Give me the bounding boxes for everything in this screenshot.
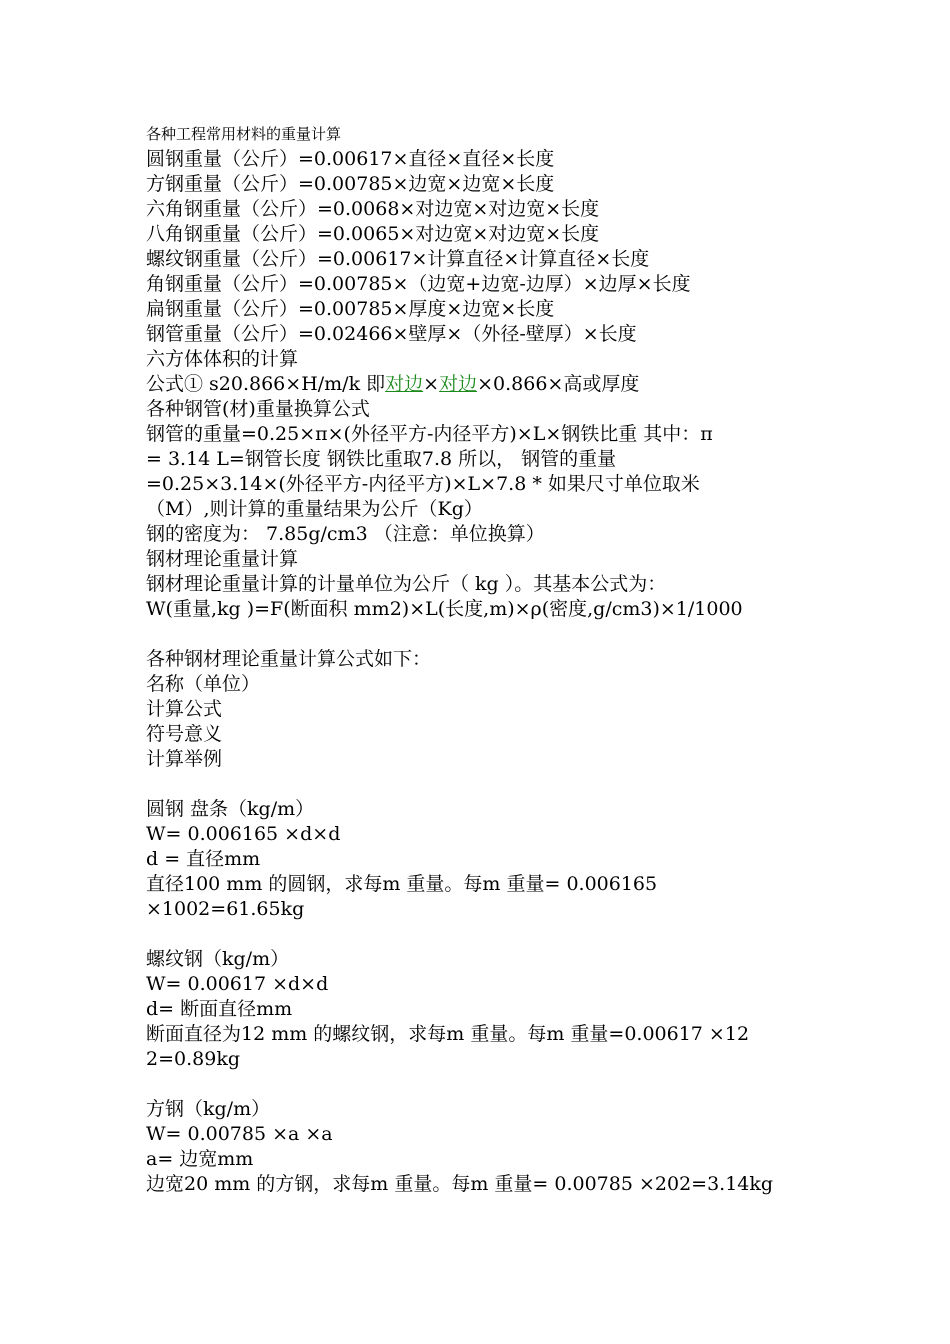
example-formula: W= 0.006165 ×d×d [146,823,341,845]
theory-line-2: W(重量,kg )=F(断面积 mm2)×L(长度,m)×ρ(密度,g/cm3)×1/1000 [146,598,743,620]
pipe-line-4: （M）,则计算的重量结果为公斤（Kg） [146,498,483,520]
formula-steel-pipe: 钢管重量（公斤）=0.02466×壁厚×（外径-壁厚）×长度 [146,323,637,345]
formula-rebar: 螺纹钢重量（公斤）=0.00617×计算直径×计算直径×长度 [146,248,650,270]
theory-heading: 钢材理论重量计算 [146,548,299,570]
formula-list [146,147,836,347]
pipe-line-2: = 3.14 L=钢管长度 钢铁比重取7.8 所以， 钢管的重量 [146,448,617,470]
formula-flat-steel: 扁钢重量（公斤）=0.00785×厚度×边宽×长度 [146,298,555,320]
pipe-heading: 各种钢管(材)重量换算公式 [146,398,370,420]
example-name: 圆钢 盘条（kg/m） [146,798,315,820]
spacer [146,772,836,797]
spacer [146,1072,836,1097]
example-name: 螺纹钢（kg/m） [146,948,290,970]
example-square-steel [146,1097,836,1197]
formula-angle-steel: 角钢重量（公斤）=0.00785×（边宽+边宽-边厚）×边厚×长度 [146,273,691,295]
column-formula: 计算公式 [146,698,223,720]
example-meaning: d= 断面直径mm [146,998,293,1020]
spacer [146,922,836,947]
example-calc-line: ×1002=61.65kg [146,898,305,920]
density-line: 钢的密度为： 7.85g/cm3 （注意：单位换算） [146,523,545,545]
example-calc-line: 直径100 mm 的圆钢，求每m 重量。每m 重量= 0.006165 [146,873,658,895]
column-example: 计算举例 [146,748,223,770]
document-body [146,122,836,1197]
pipe-line-3: =0.25×3.14×(外径平方-内径平方)×L×7.8 * 如果尺寸单位取米 [146,473,700,495]
formula-hexagon-steel: 六角钢重量（公斤）=0.0068×对边宽×对边宽×长度 [146,198,600,220]
column-name: 名称（单位） [146,673,261,695]
column-meaning: 符号意义 [146,723,223,745]
formula-round-steel: 圆钢重量（公斤）=0.00617×直径×直径×长度 [146,148,555,170]
example-calc-line: 2=0.89kg [146,1048,240,1070]
hexagon-formula-mid: × [423,373,440,395]
example-formula: W= 0.00617 ×d×d [146,973,329,995]
example-meaning: d = 直径mm [146,848,261,870]
example-meaning: a= 边宽mm [146,1148,254,1170]
formula-square-steel: 方钢重量（公斤）=0.00785×边宽×边宽×长度 [146,173,555,195]
hexagon-heading: 六方体体积的计算 [146,348,299,370]
example-calc-line: 断面直径为12 mm 的螺纹钢，求每m 重量。每m 重量=0.00617 ×12 [146,1023,750,1045]
example-name: 方钢（kg/m） [146,1098,271,1120]
theory-line-1: 钢材理论重量计算的计量单位为公斤（ kg ）。其基本公式为： [146,573,667,595]
example-rebar [146,947,836,1072]
hexagon-formula [146,372,836,397]
document-title: 各种工程常用材料的重量计算 [146,125,342,143]
link-opposite-side-2[interactable]: 对边 [439,373,478,395]
spacer [146,622,836,647]
example-round-steel [146,797,836,922]
pipe-line-1: 钢管的重量=0.25×π×(外径平方-内径平方)×L×钢铁比重 其中：π [146,423,713,445]
formula-octagon-steel: 八角钢重量（公斤）=0.0065×对边宽×对边宽×长度 [146,223,600,245]
hexagon-formula-suffix: ×0.866×高或厚度 [477,373,640,395]
list-intro: 各种钢材理论重量计算公式如下： [146,648,432,670]
link-opposite-side-1[interactable]: 对边 [385,373,424,395]
hexagon-formula-prefix: 公式① s20.866×H/m/k 即 [146,373,386,395]
example-formula: W= 0.00785 ×a ×a [146,1123,333,1145]
example-calc-line: 边宽20 mm 的方钢，求每m 重量。每m 重量= 0.00785 ×202=3.14kg [146,1173,774,1195]
